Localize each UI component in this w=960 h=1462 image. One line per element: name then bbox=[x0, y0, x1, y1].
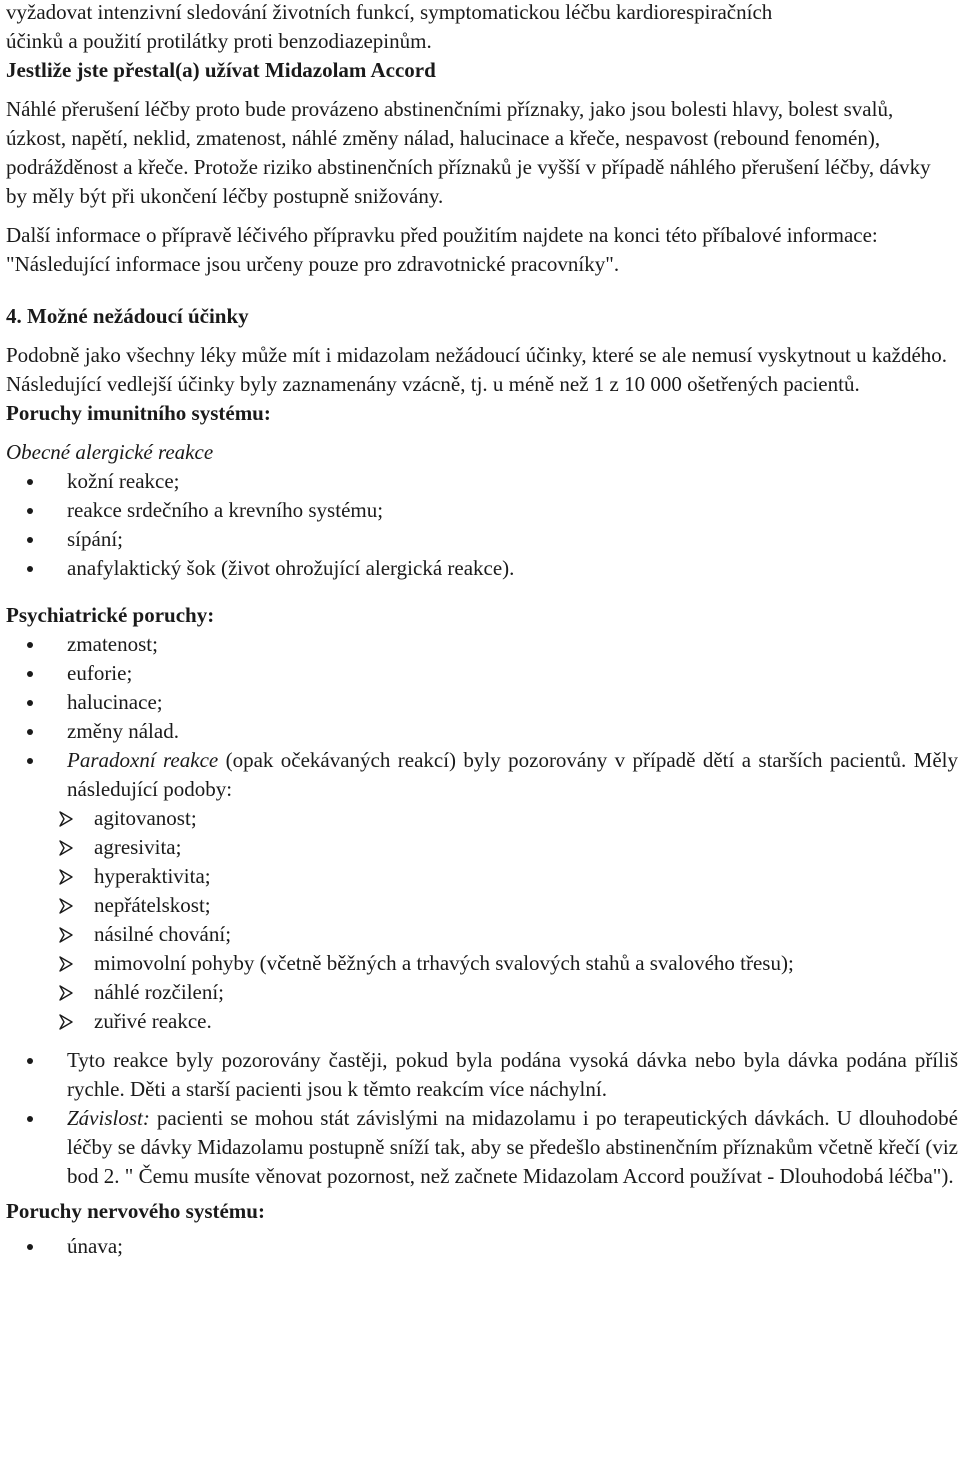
list-item: únava; bbox=[6, 1232, 958, 1261]
arrow-bullet-icon bbox=[58, 811, 74, 827]
section-4-paragraph: Podobně jako všechny léky může mít i midazolam nežádoucí účinky, které se ale nemusí vyskytnout u každého. Následující vedlejší účinky byly zaznamenány vzácně, tj. u méně než 1 z 10 000 ošetřených pacientů. bbox=[6, 343, 948, 396]
stopping-paragraph: Náhlé přerušení léčby proto bude provázeno abstinenčními příznaky, jako jsou bolesti hlavy, bolest svalů, úzkost, napětí, neklid, zmatenost, náhlé změny nálad, halucinace a křeče, nespavost (rebound fenomén), podrážděnost a křeče. Protože riziko abstinenčních příznaků je vyšší v případě náhlého přerušení léčby, dávky by měly být při ukončení léčby postupně snižovány. bbox=[6, 97, 931, 208]
list-item: halucinace; bbox=[6, 688, 958, 717]
arrow-bullet-icon bbox=[58, 840, 74, 856]
sub-list-item: zuřivé reakce. bbox=[6, 1007, 958, 1036]
list-item: změny nálad. bbox=[6, 717, 958, 746]
psychiatric-notes-list bbox=[6, 1046, 958, 1191]
sub-list-item: náhlé rozčilení; bbox=[6, 978, 958, 1007]
immune-list bbox=[6, 467, 958, 583]
document-page bbox=[6, 0, 958, 1261]
paradox-reactions-item: Paradoxní reakce (opak očekávaných reakcí) byly pozorovány v případě dětí a starších pacientů. Měly následující podoby: agitovanost; agresivita; hyperaktivita; nepřátelskost; násilné chování; mimovolní pohyby (včetně běžných a trhavých svalových stahů a svalového třesu); náhlé rozčilení; zuřivé reakce. bbox=[6, 746, 958, 1036]
high-dose-note: Tyto reakce byly pozorovány častěji, pokud byla podána vysoká dávka nebo byla dávka podána příliš rychle. Děti a starší pacienti jsou k těmto reakcím více náchylní. bbox=[6, 1046, 958, 1104]
allergic-reactions-subheading: Obecné alergické reakce bbox=[6, 440, 214, 464]
nervous-system-heading: Poruchy nervového systému: bbox=[6, 1199, 265, 1223]
psychiatric-heading: Psychiatrické poruchy: bbox=[6, 603, 215, 627]
arrow-bullet-icon bbox=[58, 927, 74, 943]
arrow-bullet-icon bbox=[58, 869, 74, 885]
paradox-label: Paradoxní reakce bbox=[67, 748, 219, 772]
immune-heading: Poruchy imunitního systému: bbox=[6, 401, 271, 425]
intro-line-1: vyžadovat intenzivní sledování životních funkcí, symptomatickou léčbu kardiorespiračních bbox=[6, 0, 773, 24]
nervous-system-list bbox=[6, 1232, 958, 1261]
intro-line-2: účinků a použití protilátky proti benzodiazepinům. bbox=[6, 29, 432, 53]
section-4-heading: 4. Možné nežádoucí účinky bbox=[6, 304, 249, 328]
arrow-bullet-icon bbox=[58, 898, 74, 914]
dependence-note: Závislost: pacienti se mohou stát závislými na midazolamu i po terapeutických dávkách. U dlouhodobé léčby se dávky Midazolamu postupně sníží tak, aby se předešlo abstinenčním příznakům včetně křečí (viz bod 2. " Čemu musíte věnovat pozornost, než začnete Midazolam Accord používat - Dlouhodobá léčba"). bbox=[6, 1104, 958, 1191]
sub-list-item: agresivita; bbox=[6, 833, 958, 862]
list-item: zmatenost; bbox=[6, 630, 958, 659]
arrow-bullet-icon bbox=[58, 985, 74, 1001]
dependence-label: Závislost: bbox=[67, 1106, 150, 1130]
further-info-paragraph: Další informace o přípravě léčivého přípravku před použitím najdete na konci této příbalové informace: "Následující informace jsou určeny pouze pro zdravotnické pracovníky". bbox=[6, 223, 878, 276]
arrow-bullet-icon bbox=[58, 1014, 74, 1030]
sub-list-item: mimovolní pohyby (včetně běžných a trhavých svalových stahů a svalového třesu); bbox=[6, 949, 958, 978]
stopping-heading: Jestliže jste přestal(a) užívat Midazolam Accord bbox=[6, 58, 436, 82]
list-item: euforie; bbox=[6, 659, 958, 688]
list-item: reakce srdečního a krevního systému; bbox=[6, 496, 958, 525]
sub-list-item: násilné chování; bbox=[6, 920, 958, 949]
paradox-sublist bbox=[6, 804, 958, 1036]
list-item: kožní reakce; bbox=[6, 467, 958, 496]
list-item: anafylaktický šok (život ohrožující alergická reakce). bbox=[6, 554, 958, 583]
arrow-bullet-icon bbox=[58, 956, 74, 972]
sub-list-item: hyperaktivita; bbox=[6, 862, 958, 891]
list-item: sípání; bbox=[6, 525, 958, 554]
sub-list-item: agitovanost; bbox=[6, 804, 958, 833]
psychiatric-list bbox=[6, 630, 958, 1036]
sub-list-item: nepřátelskost; bbox=[6, 891, 958, 920]
